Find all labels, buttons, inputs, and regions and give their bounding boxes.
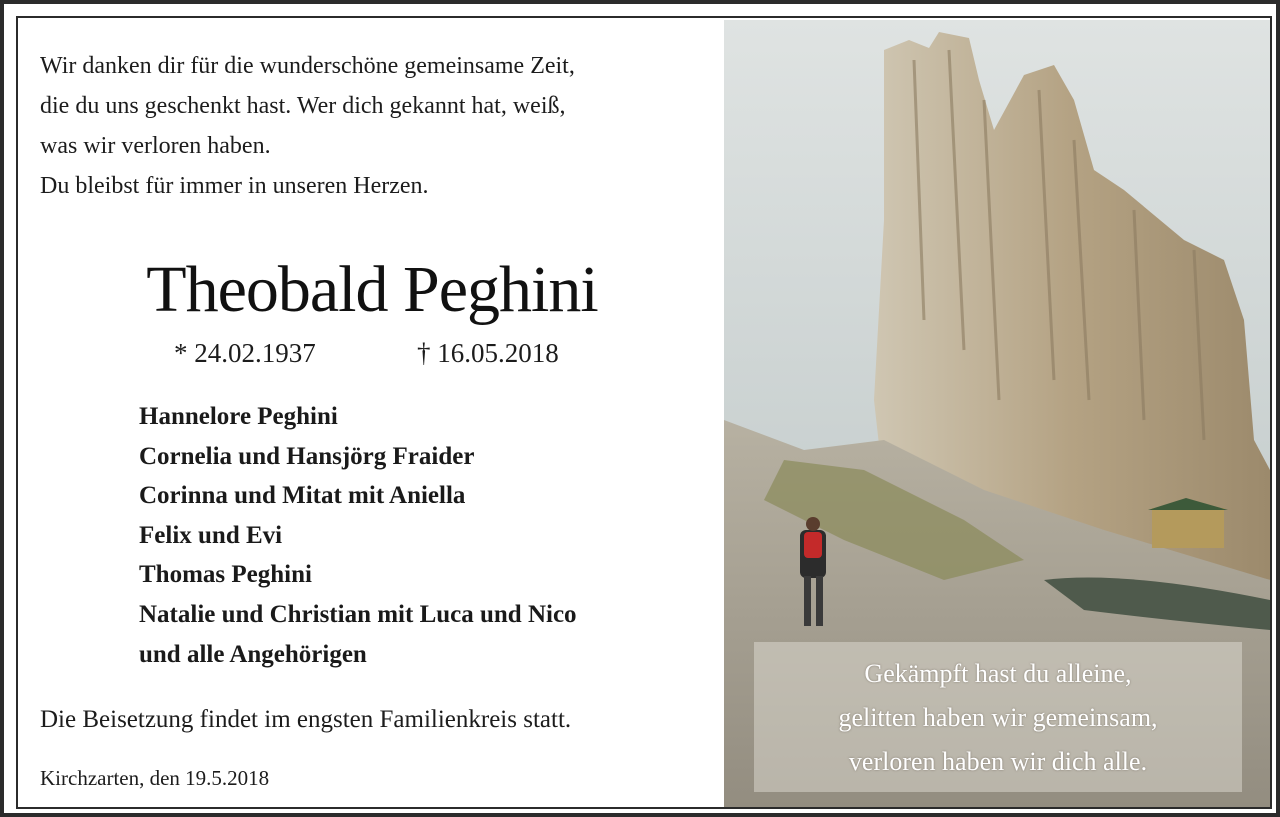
intro-line: Wir danken dir für die wunderschöne gemeinsame Zeit, [40,53,575,79]
birth-date: * 24.02.1937 [174,338,316,368]
hiker-backpack [804,532,822,558]
deceased-name: Theobald Peghini [146,253,598,326]
intro-text [40,46,720,206]
family-member: Cornelia und Hansjörg Fraider [139,442,475,470]
text-panel [20,20,724,807]
family-member: und alle Angehörigen [139,640,367,668]
family-member: Corinna und Mitat mit Aniella [139,482,466,510]
quote-line: gelitten haben wir gemeinsam, [838,703,1158,732]
intro-line: was wir verloren haben. [40,133,271,159]
hiker-leg [816,576,823,626]
mountain-photo [724,20,1270,807]
intro-line: die du uns geschenkt hast. Wer dich gekannt hat, weiß, [40,93,566,119]
hiker-leg [804,576,811,626]
notice-inner-border [16,16,1272,809]
family-member: Natalie und Christian mit Luca und Nico [139,600,577,628]
quote-line: Gekämpft hast du alleine, [864,659,1132,688]
family-member: Thomas Peghini [139,561,312,589]
hiker-head [806,517,820,531]
family-list [139,397,577,674]
family-member: Hannelore Peghini [139,403,338,430]
mountain-hut [1152,508,1224,548]
quote-line: verloren haben wir dich alle. [848,747,1148,776]
quote-box [754,642,1242,792]
place-date: Kirchzarten, den 19.5.2018 [40,766,270,790]
burial-note: Die Beisetzung findet im engsten Familienkreis statt. [40,706,572,733]
death-date: † 16.05.2018 [417,338,559,368]
intro-line: Du bleibst für immer in unseren Herzen. [40,173,429,199]
family-member: Felix und Evi [139,521,283,549]
